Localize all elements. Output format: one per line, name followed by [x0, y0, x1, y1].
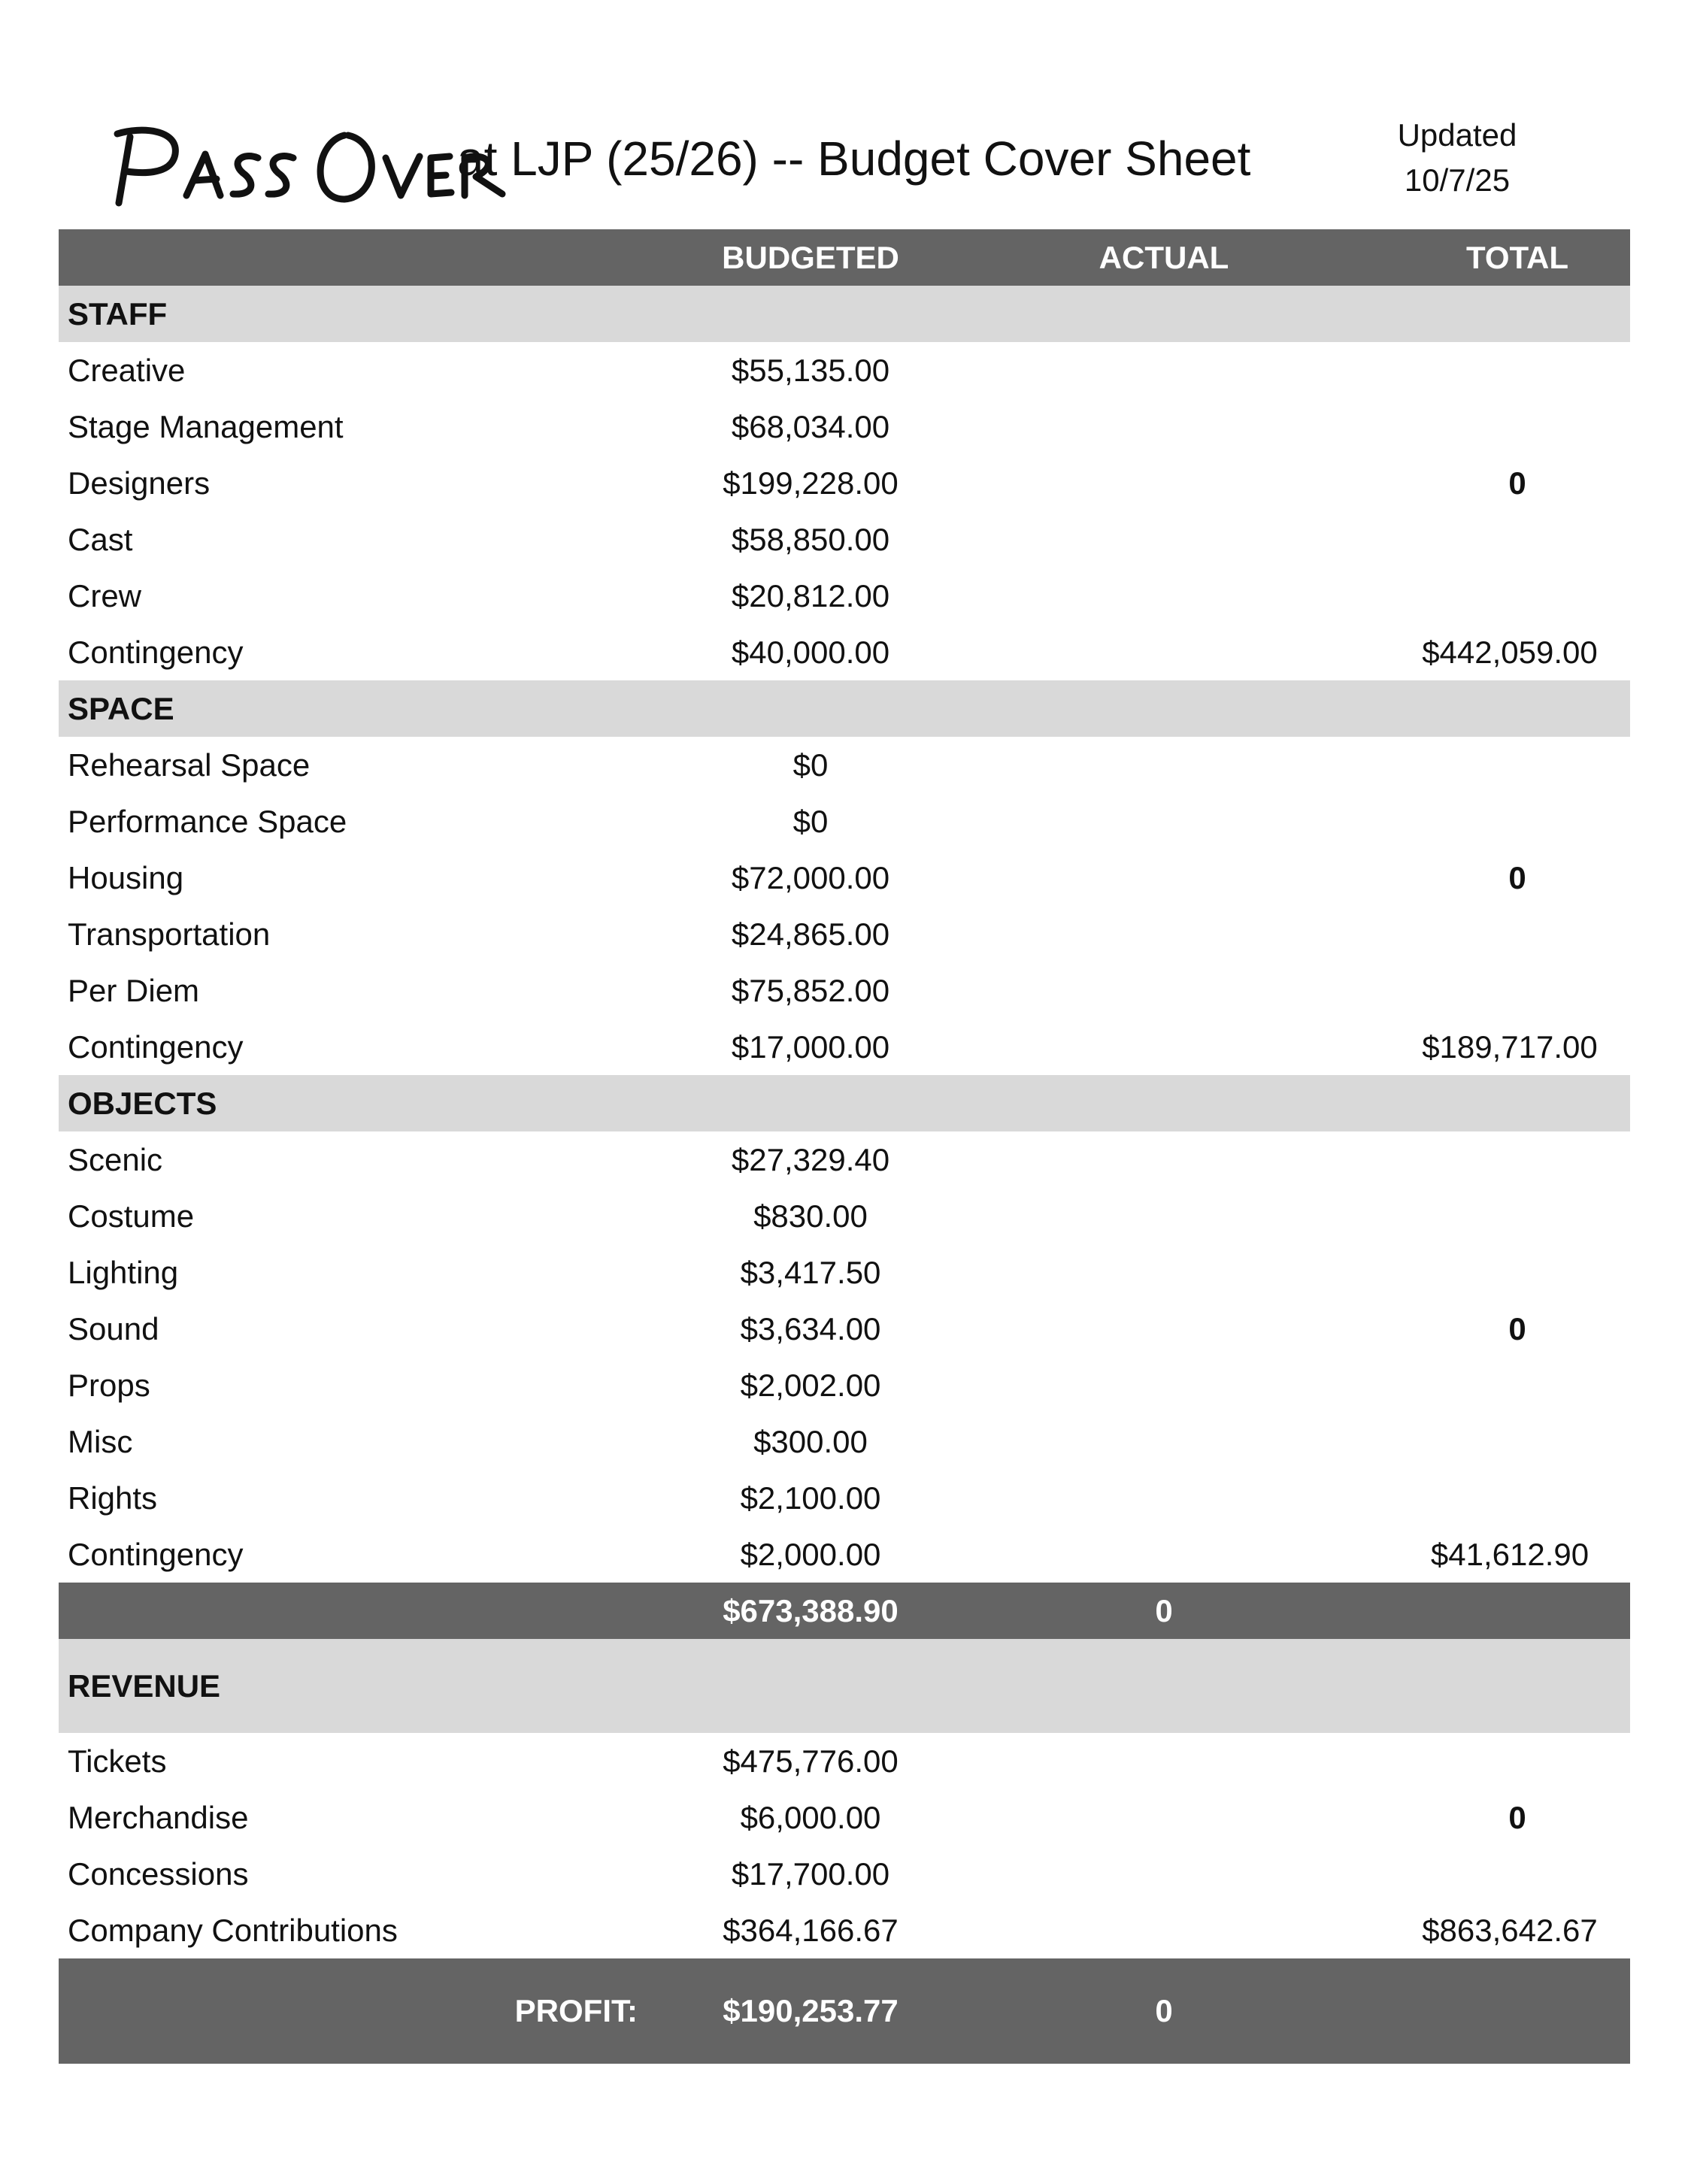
- page-title: at LJP (25/26) -- Budget Cover Sheet: [457, 132, 1251, 186]
- row-label: Lighting: [68, 1255, 179, 1290]
- row-label: Contingency: [68, 635, 244, 670]
- table-row: [59, 455, 1630, 511]
- budgeted-value: $24,865.00: [731, 916, 890, 952]
- section-subtotal: $189,717.00: [1422, 1029, 1598, 1065]
- table-row: [59, 1357, 1630, 1413]
- row-label: Stage Management: [68, 409, 344, 444]
- row-label: Rehearsal Space: [68, 747, 311, 783]
- budgeted-value: $55,135.00: [731, 353, 890, 388]
- budgeted-value: $3,634.00: [740, 1311, 881, 1346]
- section-header-objects: [59, 1075, 1630, 1131]
- table-row: [59, 511, 1630, 568]
- row-label: Props: [68, 1368, 150, 1403]
- table-row: [59, 568, 1630, 624]
- budgeted-value: $6,000.00: [740, 1800, 881, 1835]
- budgeted-value: $72,000.00: [731, 860, 890, 895]
- row-label: Misc: [68, 1424, 133, 1459]
- budgeted-value: $199,228.00: [723, 465, 899, 501]
- section-header-staff: [59, 286, 1630, 342]
- row-label: Transportation: [68, 916, 271, 952]
- budgeted-value: $0: [792, 747, 829, 783]
- row-label: Merchandise: [68, 1800, 249, 1835]
- table-row: [59, 737, 1630, 793]
- section-title: SPACE: [68, 691, 174, 726]
- profit-budgeted: $190,253.77: [723, 1993, 899, 2028]
- budgeted-value: $58,850.00: [731, 522, 890, 557]
- budgeted-value: $68,034.00: [731, 409, 890, 444]
- table-row: [59, 1846, 1630, 1902]
- table-row: [59, 398, 1630, 455]
- actual-column-header: ACTUAL: [1099, 240, 1229, 275]
- table-row: [59, 1733, 1630, 1789]
- table-row: [59, 1244, 1630, 1301]
- budgeted-value: $0: [792, 804, 829, 839]
- actual-total-value: 0: [1508, 1800, 1526, 1835]
- budgeted-value: $17,700.00: [731, 1856, 890, 1892]
- budgeted-value: $75,852.00: [731, 973, 890, 1008]
- row-label: Crew: [68, 578, 142, 613]
- budgeted-value: $20,812.00: [731, 578, 890, 613]
- row-label: Sound: [68, 1311, 159, 1346]
- profit-actual: 0: [1155, 1993, 1173, 2028]
- section-title: OBJECTS: [68, 1086, 217, 1121]
- row-label: Cast: [68, 522, 133, 557]
- row-label: Contingency: [68, 1029, 244, 1065]
- table-row: [59, 1526, 1630, 1583]
- row-label: Tickets: [68, 1743, 167, 1779]
- updated-date: 10/7/25: [1404, 162, 1511, 198]
- row-label: Scenic: [68, 1142, 163, 1177]
- table-row: [59, 1789, 1630, 1846]
- row-label: Costume: [68, 1198, 195, 1234]
- table-row: [59, 793, 1630, 850]
- profit-row: [59, 1958, 1630, 2064]
- column-header-row: [59, 229, 1630, 286]
- profit-label: PROFIT:: [514, 1993, 638, 2028]
- budget-table: [59, 229, 1630, 2064]
- budgeted-value: $2,002.00: [740, 1368, 881, 1403]
- budgeted-value: $17,000.00: [731, 1029, 890, 1065]
- updated-block: [1344, 113, 1570, 203]
- actual-total-value: 0: [1508, 1311, 1526, 1346]
- table-row: [59, 1470, 1630, 1526]
- actual-total-value: 0: [1508, 465, 1526, 501]
- budgeted-value: $40,000.00: [731, 635, 890, 670]
- table-row: [59, 1019, 1630, 1075]
- page-header: [59, 105, 1630, 226]
- table-row: [59, 624, 1630, 680]
- section-subtotal: $442,059.00: [1422, 635, 1598, 670]
- budgeted-value: $830.00: [753, 1198, 868, 1234]
- total-column-header: TOTAL: [1465, 240, 1569, 275]
- row-label: Housing: [68, 860, 184, 895]
- table-row: [59, 342, 1630, 398]
- row-label: Performance Space: [68, 804, 347, 839]
- pass-over-logo: [96, 113, 517, 211]
- expense-total-budgeted: $673,388.90: [723, 1593, 899, 1628]
- table-row: [59, 1902, 1630, 1958]
- budgeted-value: $3,417.50: [740, 1255, 881, 1290]
- budgeted-value: $300.00: [753, 1424, 868, 1459]
- table-row: [59, 962, 1630, 1019]
- row-label: Concessions: [68, 1856, 249, 1892]
- section-title: STAFF: [68, 296, 168, 332]
- section-subtotal: $41,612.90: [1430, 1537, 1590, 1572]
- budgeted-value: $475,776.00: [723, 1743, 899, 1779]
- table-row: [59, 1301, 1630, 1357]
- section-subtotal: $863,642.67: [1422, 1913, 1598, 1948]
- row-label: Contingency: [68, 1537, 244, 1572]
- expense-total-row: [59, 1583, 1630, 1639]
- expense-total-actual: 0: [1155, 1593, 1173, 1628]
- budgeted-value: $27,329.40: [731, 1142, 890, 1177]
- row-label: Creative: [68, 353, 186, 388]
- section-header-revenue: [59, 1639, 1630, 1733]
- updated-label: Updated: [1397, 117, 1517, 153]
- actual-total-value: 0: [1508, 860, 1526, 895]
- table-row: [59, 1413, 1630, 1470]
- budgeted-value: $2,100.00: [740, 1480, 881, 1516]
- row-label: Company Contributions: [68, 1913, 398, 1948]
- row-label: Per Diem: [68, 973, 200, 1008]
- table-row: [59, 850, 1630, 906]
- table-row: [59, 1131, 1630, 1188]
- section-header-space: [59, 680, 1630, 737]
- section-title: REVENUE: [68, 1668, 221, 1704]
- row-label: Rights: [68, 1480, 158, 1516]
- table-row: [59, 906, 1630, 962]
- budgeted-value: $364,166.67: [723, 1913, 899, 1948]
- budgeted-value: $2,000.00: [740, 1537, 881, 1572]
- budgeted-column-header: BUDGETED: [722, 240, 899, 275]
- table-row: [59, 1188, 1630, 1244]
- row-label: Designers: [68, 465, 211, 501]
